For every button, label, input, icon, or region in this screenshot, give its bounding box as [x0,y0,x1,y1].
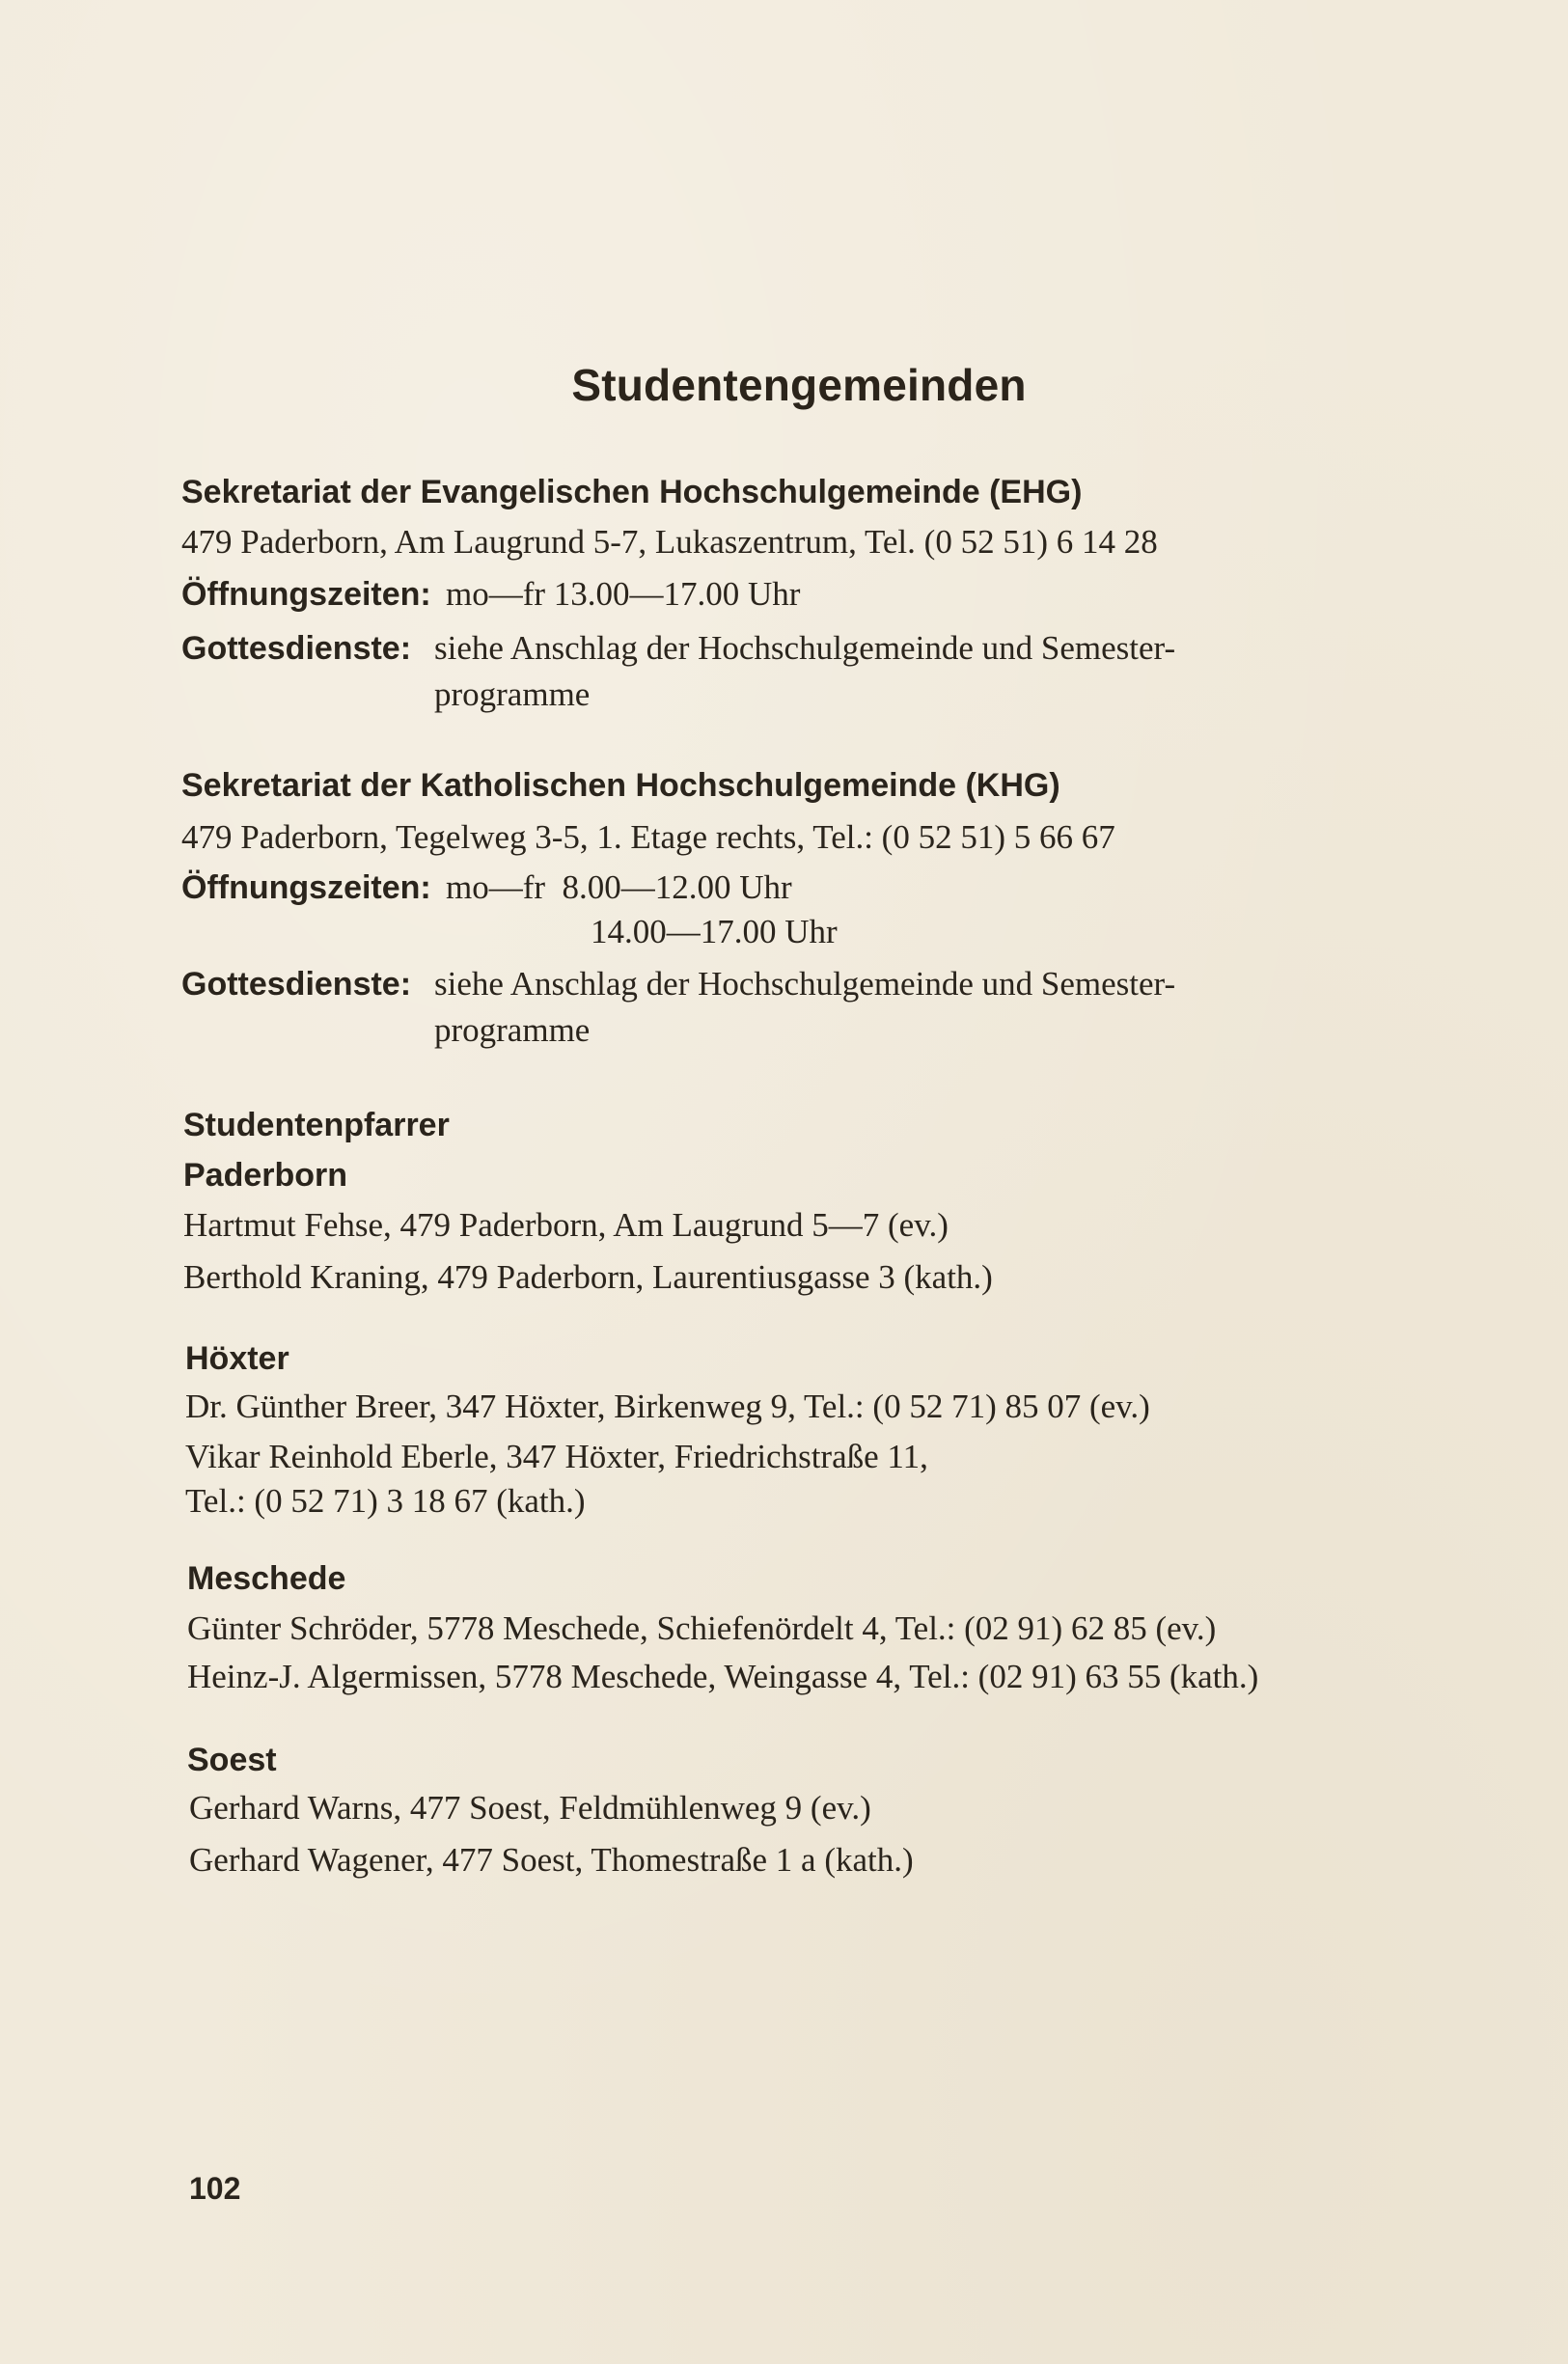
list-item: Dr. Günther Breer, 347 Höxter, Birkenweg 9, Tel.: (0 52 71) 85 07 (ev.) [185,1388,1150,1425]
page-number: 102 [189,2171,241,2206]
ehg-services-line2: programme [434,675,591,713]
khg-services-label: Gottesdienste: [181,966,412,1003]
list-item: Günter Schröder, 5778 Meschede, Schiefenördelt 4, Tel.: (02 91) 62 85 (ev.) [187,1609,1217,1647]
khg-hours-1: mo—fr 8.00—12.00 Uhr [446,868,792,906]
khg-services-line2: programme [434,1011,591,1049]
ehg-hours: mo—fr 13.00—17.00 Uhr [446,575,801,613]
ehg-heading: Sekretariat der Evangelischen Hochschulgemeinde (EHG) [181,474,1083,510]
ehg-services-label: Gottesdienste: [181,630,412,667]
khg-hours-2: 14.00—17.00 Uhr [591,913,838,950]
khg-hours-label: Öffnungszeiten: [181,869,431,906]
khg-services-line1: siehe Anschlag der Hochschulgemeinde und Semester- [434,965,1176,1003]
khg-heading: Sekretariat der Katholischen Hochschulgemeinde (KHG) [181,767,1060,804]
list-item: Berthold Kraning, 479 Paderborn, Laurentiusgasse 3 (kath.) [183,1258,993,1296]
list-item: Hartmut Fehse, 479 Paderborn, Am Laugrund 5—7 (ev.) [183,1206,949,1244]
list-item: Gerhard Warns, 477 Soest, Feldmühlenweg 9 (ev.) [189,1789,871,1827]
page-title: Studentengemeinden [571,360,1027,410]
city-paderborn: Paderborn [183,1157,348,1194]
list-item: Vikar Reinhold Eberle, 347 Höxter, Friedrichstraße 11, [185,1438,928,1475]
khg-address: 479 Paderborn, Tegelweg 3-5, 1. Etage rechts, Tel.: (0 52 51) 5 66 67 [181,818,1115,856]
list-item: Heinz-J. Algermissen, 5778 Meschede, Weingasse 4, Tel.: (02 91) 63 55 (kath.) [187,1658,1259,1695]
list-item: Gerhard Wagener, 477 Soest, Thomestraße 1 a (kath.) [189,1841,914,1879]
city-meschede: Meschede [187,1560,346,1597]
ehg-address: 479 Paderborn, Am Laugrund 5-7, Lukaszentrum, Tel. (0 52 51) 6 14 28 [181,523,1158,561]
list-item: Tel.: (0 52 71) 3 18 67 (kath.) [185,1482,586,1520]
ehg-services-line1: siehe Anschlag der Hochschulgemeinde und Semester- [434,629,1176,667]
ehg-hours-label: Öffnungszeiten: [181,576,431,613]
city-soest: Soest [187,1742,277,1778]
city-hoexter: Höxter [185,1340,289,1377]
pfarrer-heading: Studentenpfarrer [183,1107,450,1143]
